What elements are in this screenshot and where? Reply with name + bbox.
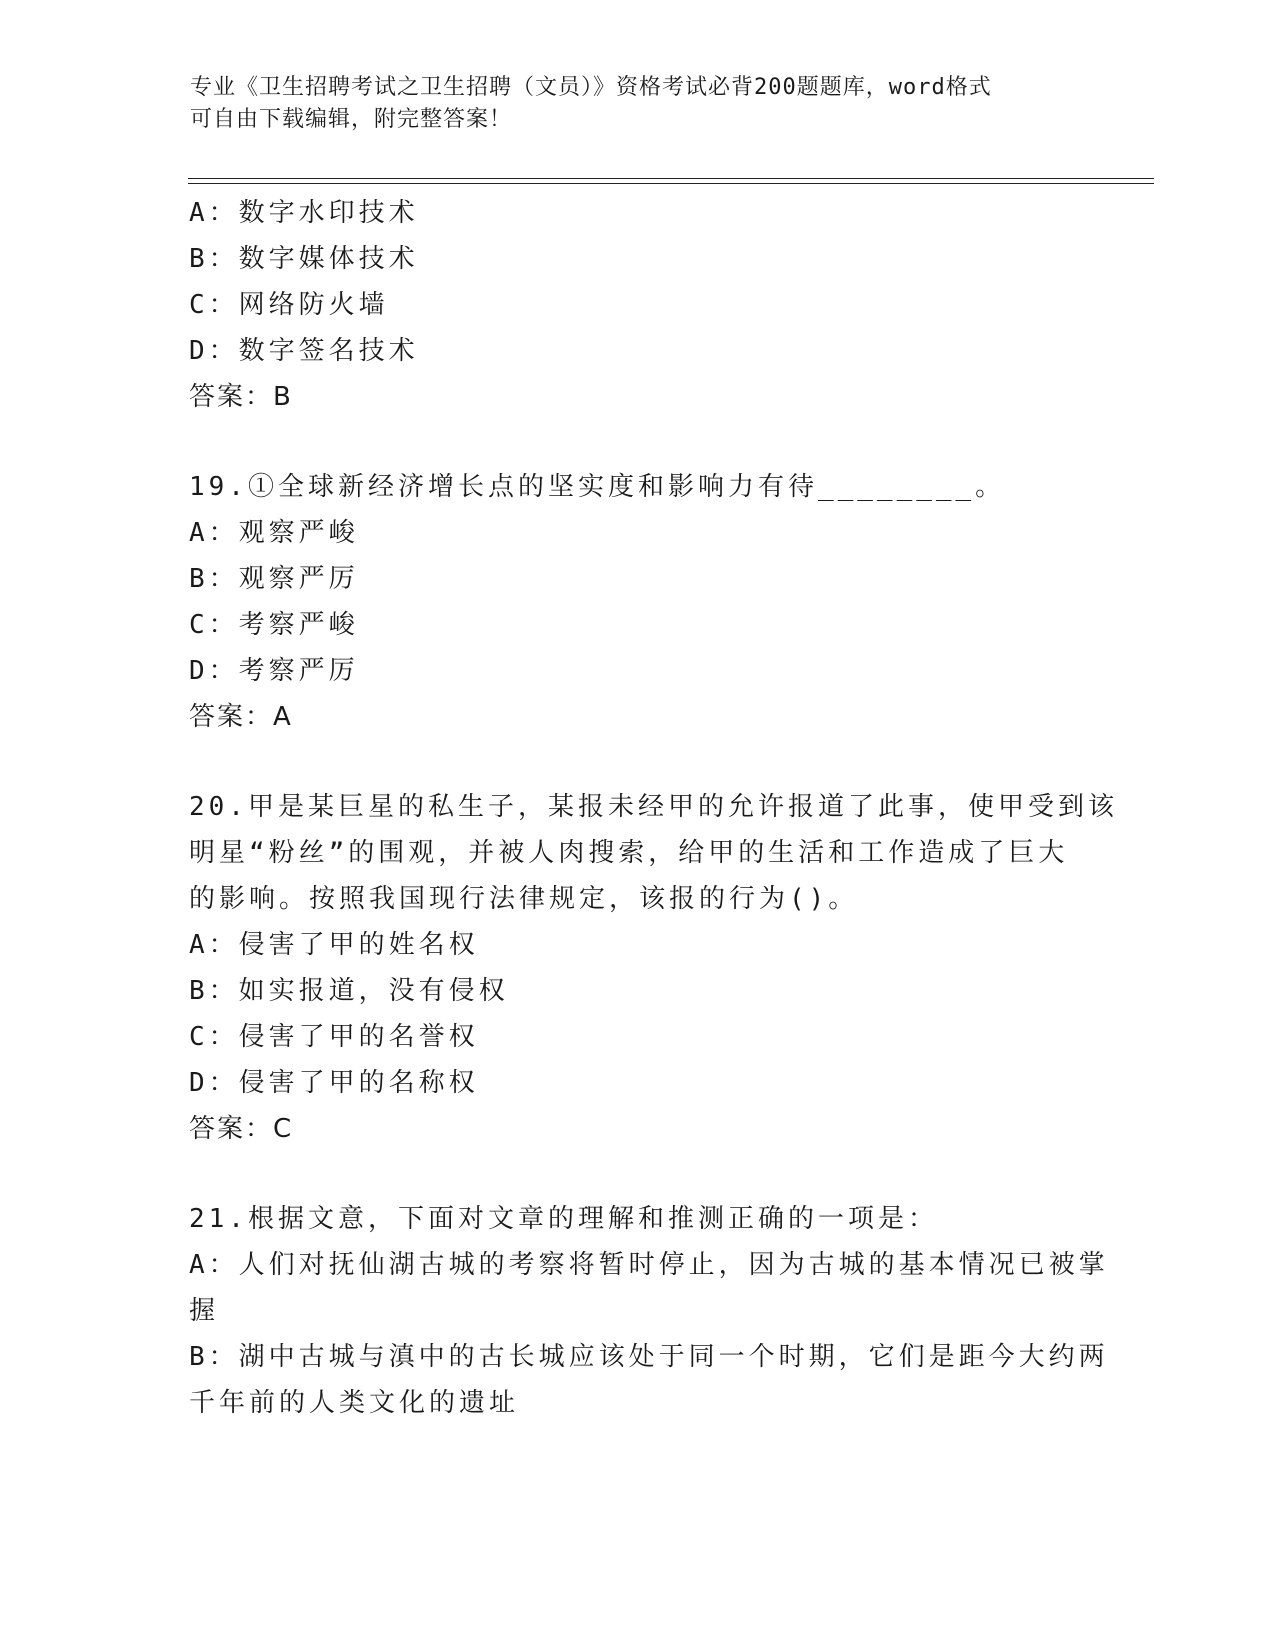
question-19 xyxy=(189,464,1089,740)
option-b-line-1: B：湖中古城与滇中的古长城应该处于同一个时期，它们是距今大约两 xyxy=(189,1342,1109,1372)
option-a-line-2: 握 xyxy=(189,1296,220,1326)
spacer xyxy=(189,1152,1089,1196)
header-divider-bottom xyxy=(188,183,1154,184)
option-d: D：侵害了甲的名称权 xyxy=(189,1068,479,1098)
question-20 xyxy=(189,784,1118,1152)
question-stem: 21.根据文意，下面对文章的理解和推测正确的一项是： xyxy=(189,1204,938,1234)
answer-label: 答案：C xyxy=(189,1114,294,1144)
answer-label: 答案：B xyxy=(189,382,293,412)
question-18 xyxy=(189,190,1089,420)
header-line-1: 专业《卫生招聘考试之卫生招聘（文员）》资格考试必背200题题库，word格式 xyxy=(190,75,992,100)
option-b: B：数字媒体技术 xyxy=(189,244,419,274)
option-a: A：观察严峻 xyxy=(189,518,359,548)
option-d: D：考察严厉 xyxy=(189,656,359,686)
question-stem-line-2: 明星“粉丝”的围观，并被人肉搜索，给甲的生活和工作造成了巨大 xyxy=(189,838,1069,868)
option-c: C：考察严峻 xyxy=(189,610,359,640)
answer-label: 答案：A xyxy=(189,702,293,732)
option-c: C：网络防火墙 xyxy=(189,290,389,320)
question-21 xyxy=(189,1196,1109,1426)
header-line-2: 可自由下载编辑，附完整答案！ xyxy=(190,107,513,132)
option-b: B：观察严厉 xyxy=(189,564,359,594)
header-divider-top xyxy=(188,178,1154,179)
question-stem-line-1: 20.甲是某巨星的私生子，某报未经甲的允许报道了此事，使甲受到该 xyxy=(189,792,1118,822)
option-b: B：如实报道，没有侵权 xyxy=(189,976,509,1006)
option-b-line-2: 千年前的人类文化的遗址 xyxy=(189,1388,520,1418)
spacer xyxy=(189,740,1089,784)
option-c: C：侵害了甲的名誉权 xyxy=(189,1022,479,1052)
question-list xyxy=(189,190,1118,1426)
option-a: A：数字水印技术 xyxy=(189,198,419,228)
document-header xyxy=(190,72,1070,136)
option-a-line-1: A：人们对抚仙湖古城的考察将暂时停止，因为古城的基本情况已被掌 xyxy=(189,1250,1109,1280)
option-d: D：数字签名技术 xyxy=(189,336,419,366)
question-stem: 19.①全球新经济增长点的坚实度和影响力有待________。 xyxy=(189,472,1006,502)
question-stem-line-3: 的影响。按照我国现行法律规定，该报的行为()。 xyxy=(189,884,859,914)
spacer xyxy=(189,420,1089,464)
option-a: A：侵害了甲的姓名权 xyxy=(189,930,479,960)
